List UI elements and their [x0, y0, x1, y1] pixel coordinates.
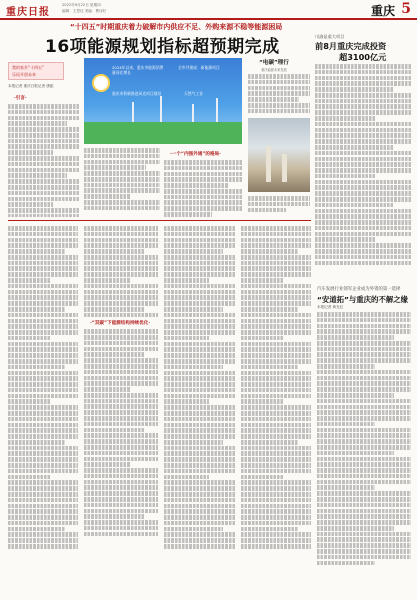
lower-body-col-4 — [241, 226, 311, 596]
right-mid-headline: “安道拓”与重庆的不解之缘 — [317, 295, 409, 304]
lower-body-col-2 — [84, 226, 158, 596]
right-mid-body — [317, 312, 411, 596]
side-note-body — [248, 74, 310, 116]
energy-infographic — [84, 58, 242, 144]
side-note-title: “电碳”理行 — [259, 60, 289, 66]
right-mid-kicker-1: 汽车发展行业领军企业成为外资 — [317, 287, 379, 292]
infographic-ground — [84, 122, 242, 144]
side-note — [245, 58, 303, 70]
lower-body-col-3 — [164, 226, 236, 596]
issue-date: 2022年9月22日 星期四 — [62, 3, 101, 7]
right-mid-byline: 本报记者 黄光红 — [317, 305, 344, 309]
series-tag — [8, 62, 64, 80]
edition-editors: 编辑：王思佳 美编：曹诗好 — [62, 9, 107, 13]
side-note-body-2 — [248, 196, 310, 218]
lower-body-col-1 — [8, 226, 78, 596]
lead-byline: 本报记者 重庆日报记者 康振 — [8, 84, 54, 88]
lead-body-col-3 — [164, 148, 242, 218]
infographic-item-4: 天然气工业 — [184, 91, 203, 96]
right-top-kicker: 川渝是重大项目 — [315, 34, 345, 39]
lead-subhead-structure: ·一个“内强外通”的格局· — [170, 152, 221, 157]
infographic-item-1: 2024年以来，重庆市能源消费量同比增长 — [112, 65, 164, 75]
right-top-headline-2: 超3100亿元 — [339, 52, 387, 62]
lower-subhead-structure: ·“双碳”下能源结构持续优化· — [90, 321, 151, 327]
series-tag-line2: 乐局开创未来 — [12, 72, 36, 77]
infographic-item-3: 重庆市积极推进风光项目建设 — [112, 91, 162, 96]
page-number: 5 — [401, 1, 411, 17]
right-top-headline-1: 前8月重庆完成投资 — [315, 41, 387, 51]
lead-body-col-2 — [84, 148, 160, 218]
lead-kicker: “十四五”时期重庆着力破解市内供应不足、外购来源不稳等能源困局 — [70, 23, 283, 31]
right-mid-kicker-2: 的第一选择 — [378, 287, 401, 292]
infographic-item-2: 全市共建成：新能源项目 — [178, 65, 220, 70]
lead-headline: 16项能源规划指标超预期完成 — [45, 37, 280, 57]
newspaper-brand: 重庆日报 — [6, 7, 50, 18]
masthead — [0, 0, 417, 20]
infographic-pin-icon — [94, 76, 108, 90]
series-tag-line1: 我的家乡“十四五” — [12, 65, 45, 70]
section-divider — [8, 220, 311, 221]
power-plant-photo — [248, 118, 310, 192]
lead-subhead-intro: ·引言· — [14, 96, 27, 101]
right-top-body — [315, 64, 411, 282]
lead-body-col-1 — [8, 92, 80, 217]
side-note-subtitle: 重庆能源未来发展 — [261, 68, 287, 72]
right-mid-kicker — [317, 286, 400, 292]
page-section-name: 重庆 — [370, 4, 395, 18]
